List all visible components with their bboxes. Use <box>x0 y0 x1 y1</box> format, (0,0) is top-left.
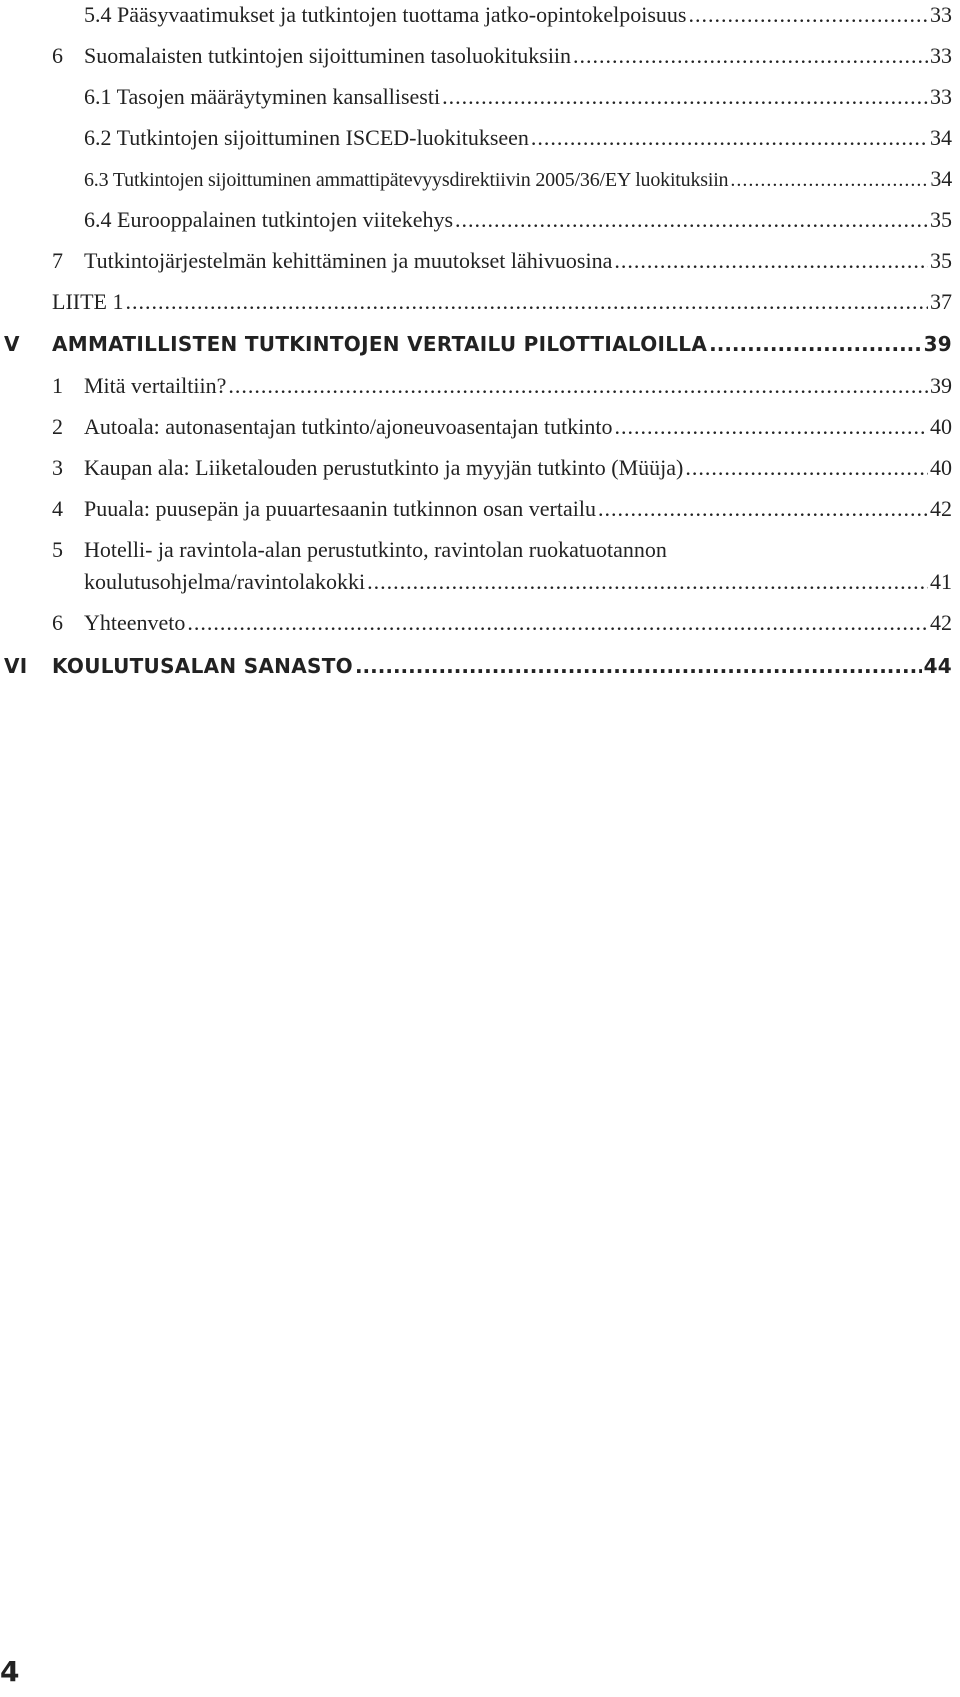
toc-entry-page: 41 <box>930 569 952 594</box>
toc-entry-label: Kaupan ala: Liiketalouden perustutkinto ja myyjän tutkinto (Müüja) <box>84 455 684 480</box>
toc-leader-dots <box>355 653 922 679</box>
toc-leader-dots <box>531 125 928 151</box>
toc-leader-dots <box>442 84 928 110</box>
toc-entry-label: Puuala: puusepän ja puuartesaanin tutkinnon osan vertailu <box>84 496 596 521</box>
toc-entry-label: Suomalaisten tutkintojen sijoittuminen tasoluokituksiin <box>84 43 572 68</box>
toc-section-numeral: VI <box>4 654 28 678</box>
toc-entry-label-line1: Hotelli- ja ravintola-alan perustutkinto, ravintolan ruokatuotannon <box>84 537 667 562</box>
toc-entry-label-line2: koulutusohjelma/ravintolakokki <box>84 569 366 594</box>
toc-entry-page: 33 <box>930 84 952 109</box>
toc-leader-dots <box>125 289 928 315</box>
toc-entry-number: 7 <box>52 248 63 273</box>
toc-entry-label: 6.2 Tutkintojen sijoittuminen ISCED-luokitukseen <box>84 125 529 150</box>
toc-entry-number: 6 <box>52 610 63 635</box>
toc-entry-number: 3 <box>52 455 63 480</box>
toc-entry-number: 1 <box>52 373 63 398</box>
toc-entry-label: Autoala: autonasentajan tutkinto/ajoneuvoasentajan tutkinto <box>84 414 613 439</box>
toc-entry-number: 6 <box>52 43 63 68</box>
toc-entry-label: 6.4 Eurooppalainen tutkintojen viitekehys <box>84 207 454 232</box>
toc-entry-label: 6.1 Tasojen määräytyminen kansallisesti <box>84 84 441 109</box>
toc-leader-dots <box>685 455 928 481</box>
toc-entry-page: 34 <box>930 125 952 150</box>
toc-leader-dots <box>598 496 928 522</box>
toc-entry-page: 33 <box>930 2 952 27</box>
toc-leader-dots <box>614 248 928 274</box>
toc-entry-label: Tutkintojärjestelmän kehittäminen ja muutokset lähivuosina <box>84 248 613 273</box>
toc-leader-dots <box>367 569 928 595</box>
toc-entry-number: 2 <box>52 414 63 439</box>
toc-leader-dots <box>709 331 921 357</box>
toc-entry-number: 4 <box>52 496 63 521</box>
toc-leader-dots <box>228 373 928 399</box>
toc-entry-page: 35 <box>930 207 952 232</box>
toc-section-numeral: V <box>4 332 20 356</box>
toc-entry-label: LIITE 1 <box>52 289 124 314</box>
toc-entry-number: 5 <box>52 537 63 562</box>
toc-leader-dots <box>573 43 928 69</box>
toc-leader-dots <box>730 167 928 193</box>
page-number: 4 <box>0 1655 20 1688</box>
toc-entry-page: 35 <box>930 248 952 273</box>
toc-entry-page: 39 <box>930 373 952 398</box>
toc-entry-page: 40 <box>930 414 952 439</box>
toc-entry-page: 37 <box>930 289 952 314</box>
toc-entry-page: 33 <box>930 43 952 68</box>
toc-entry-page: 34 <box>930 166 952 191</box>
toc-section-label: KOULUTUSALAN SANASTO <box>52 654 353 678</box>
toc-leader-dots <box>455 207 928 233</box>
toc-entry-label: Yhteenveto <box>84 610 186 635</box>
toc-entry-label: 6.3 Tutkintojen sijoittuminen ammattipätevyysdirektiivin 2005/36/EY luokituksiin <box>84 169 729 191</box>
toc-section-label: AMMATILLISTEN TUTKINTOJEN VERTAILU PILOTTIALOILLA <box>52 332 708 356</box>
toc-entry-page: 39 <box>923 332 952 356</box>
toc-entry-page: 44 <box>923 654 952 678</box>
toc-entry-page: 42 <box>930 496 952 521</box>
toc-entry-label: Mitä vertailtiin? <box>84 373 227 398</box>
toc-leader-dots <box>688 2 928 28</box>
toc-entry-page: 42 <box>930 610 952 635</box>
toc-entry-page: 40 <box>930 455 952 480</box>
toc-leader-dots <box>187 610 928 636</box>
toc-entry-label: 5.4 Pääsyvaatimukset ja tutkintojen tuottama jatko-opintokelpoisuus <box>84 2 687 27</box>
toc-leader-dots <box>614 414 928 440</box>
